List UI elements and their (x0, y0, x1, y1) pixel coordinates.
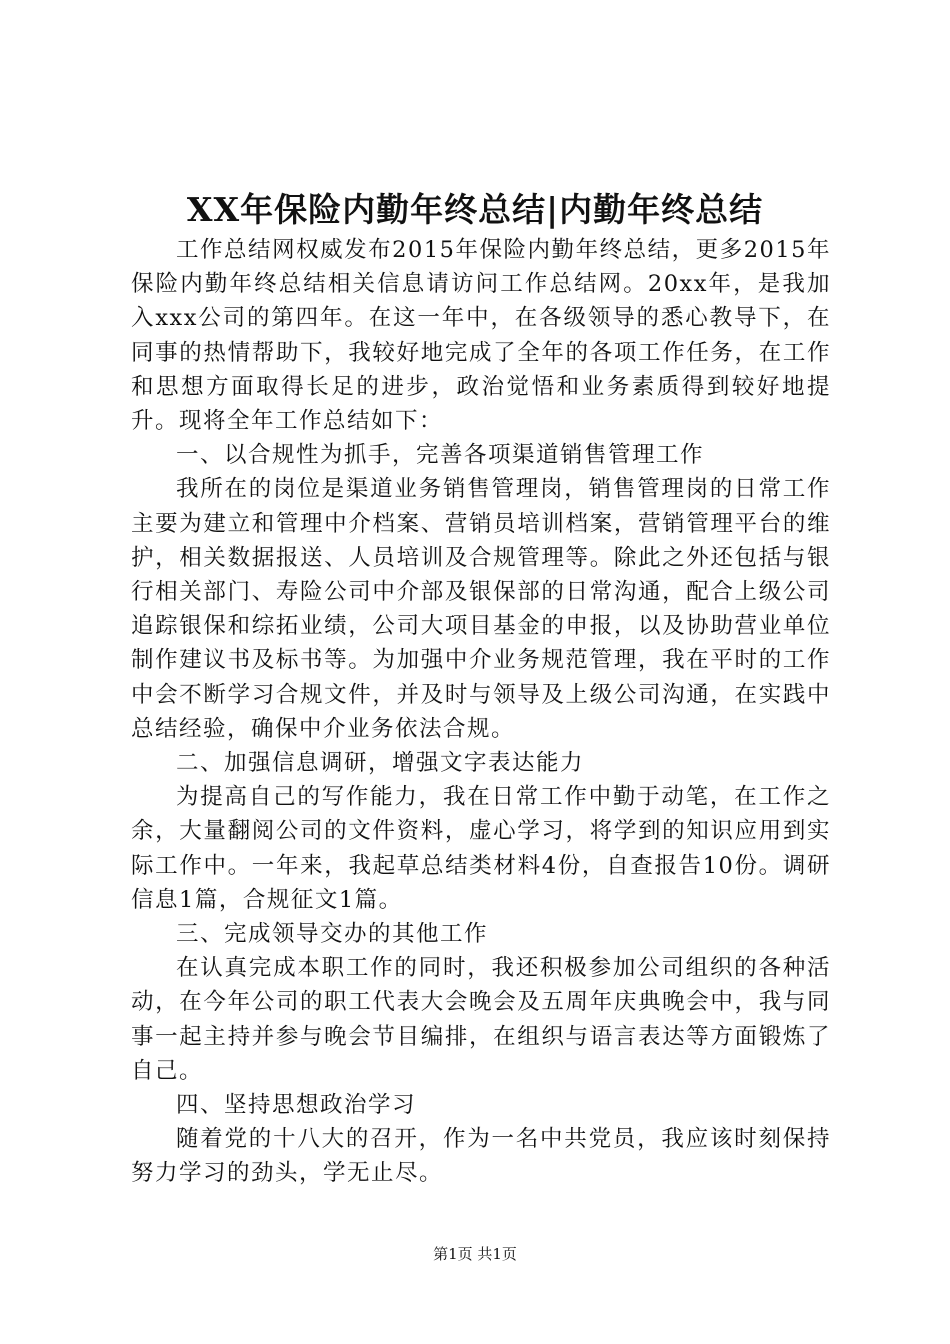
document-title: XX年保险内勤年终总结|内勤年终总结 (186, 190, 764, 229)
section-heading-2: 二、加强信息调研，增强文字表达能力 (176, 750, 585, 777)
page-footer: 第1页 共1页 (433, 1245, 517, 1263)
intro-paragraph: 工作总结网权威发布2015年保险内勤年终总结，更多2015年保险内勤年终总结相关信息请访问工作总结网。20xx年，是我加入xxx公司的第四年。在这一年中，在各级领导的悉心教导下，在同事的热情帮助下，我较好地完成了全年的各项工作任务，在工作和思想方面取得长足的进步，政治觉悟和业务素质得到较好地提升。现将全年工作总结如下： (131, 237, 831, 435)
section-paragraph-1: 我所在的岗位是渠道业务销售管理岗，销售管理岗的日常工作主要为建立和管理中介档案、营销员培训档案，营销管理平台的维护，相关数据报送、人员培训及合规管理等。除此之外还包括与银行相关部门、寿险公司中介部及银保部的日常沟通，配合上级公司追踪银保和综拓业绩，公司大项目基金的申报，以及协助营业单位制作建议书及标书等。为加强中介业务规范管理，我在平时的工作中会不断学习合规文件，并及时与领导及上级公司沟通，在实践中总结经验，确保中介业务依法合规。 (131, 476, 831, 742)
section-paragraph-2: 为提高自己的写作能力，我在日常工作中勤于动笔，在工作之余，大量翻阅公司的文件资料，虚心学习，将学到的知识应用到实际工作中。一年来，我起草总结类材料4份，自查报告10份。调研信息1篇，合规征文1篇。 (131, 784, 831, 913)
section-heading-4: 四、坚持思想政治学习 (176, 1092, 417, 1119)
section-paragraph-4: 随着党的十八大的召开，作为一名中共党员，我应该时刻保持努力学习的劲头，学无止尽。 (131, 1126, 831, 1187)
document-body (131, 233, 831, 1191)
section-heading-1: 一、以合规性为抓手，完善各项渠道销售管理工作 (176, 442, 705, 469)
section-heading-3: 三、完成领导交办的其他工作 (176, 921, 489, 948)
section-paragraph-3: 在认真完成本职工作的同时，我还积极参加公司组织的各种活动，在今年公司的职工代表大会晚会及五周年庆典晚会中，我与同事一起主持并参与晚会节目编排，在组织与语言表达等方面锻炼了自己。 (131, 955, 831, 1084)
